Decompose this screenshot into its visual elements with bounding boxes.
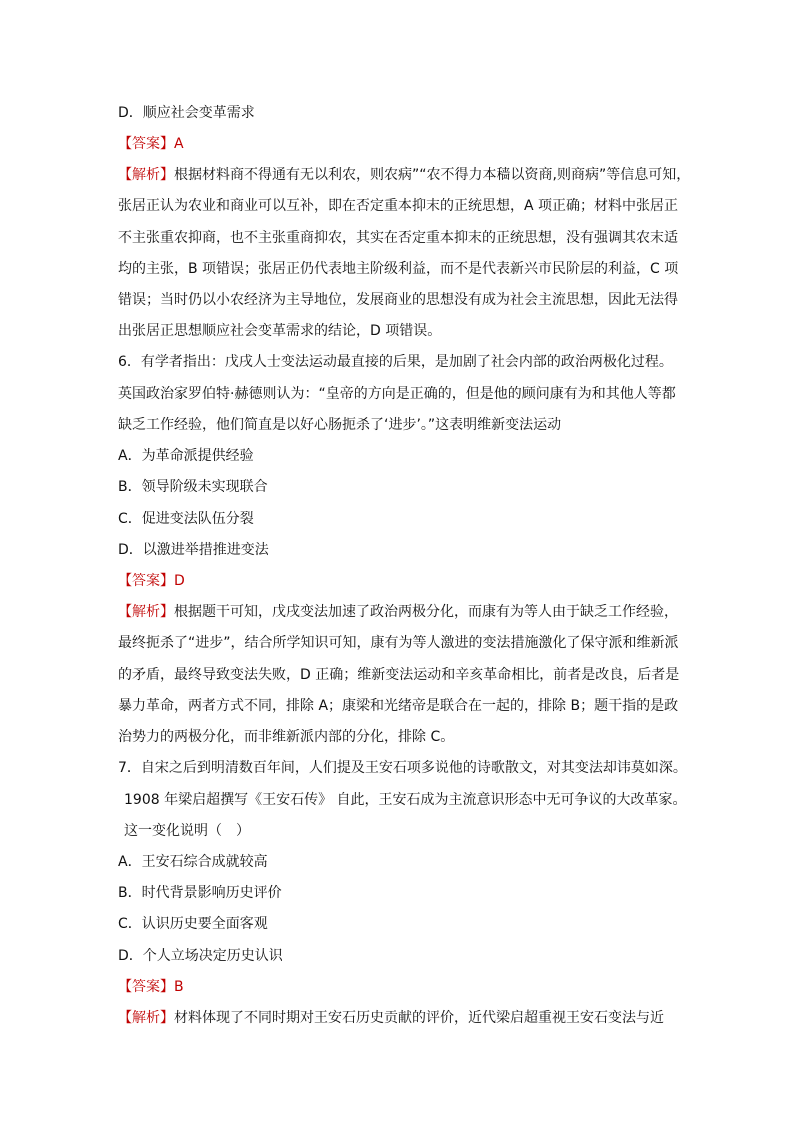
analysis-tag: 【解析】 — [118, 604, 174, 620]
text-line: 1908 年梁启超撰写《王安石传》 自此，王安石成为主流意识形态中无可争议的大改革家。 — [124, 792, 687, 808]
analysis-tag: 【解析】 — [118, 167, 174, 183]
text-line: 缺乏工作经验，他们简直是以好心肠扼杀了‘进步’。”这表明维新变法运动 — [118, 417, 562, 433]
option-line: D．顺应社会变革需求 — [118, 105, 255, 121]
answer-tag: 【答案】 — [118, 979, 174, 995]
option-line: D．个人立场决定历史认识 — [118, 948, 283, 964]
answer-line — [118, 977, 688, 997]
answer-value: D — [174, 573, 185, 589]
option-line: A．为革命派提供经验 — [118, 448, 254, 464]
answer-value: B — [174, 979, 184, 995]
text-line: 这一变化说明（ ） — [124, 823, 250, 839]
analysis-line: 【解析】材料体现了不同时期对王安石历史贡献的评价，近代梁启超重视王安石变法与近 — [118, 1010, 664, 1026]
option-line: A．王安石综合成就较高 — [118, 854, 268, 870]
text-line: 张居正认为农业和商业可以互补，即在否定重本抑末的正统思想，A 项正确；材料中张居正 — [118, 198, 679, 214]
text-line: 最终扼杀了“进步”，结合所学知识可知，康有为等人激进的变法措施激化了保守派和维新派 — [118, 635, 679, 651]
text-line: 错误；当时仍以小农经济为主导地位，发展商业的思想没有成为社会主流思想，因此无法得 — [118, 292, 678, 308]
text-line: 均的主张，B 项错误；张居正仍代表地主阶级利益，而不是代表新兴市民阶层的利益，C 项 — [118, 261, 679, 277]
question-stem: 7．自宋之后到明清数百年间，人们提及王安石项多说他的诗歌散文，对其变法却讳莫如深。 — [118, 760, 687, 776]
text-line: 英国政治家罗伯特·赫德则认为：“皇帝的方向是正确的，但是他的顾问康有为和其他人等都 — [118, 386, 676, 402]
option-line: D．以激进举措推进变法 — [118, 542, 269, 558]
answer-tag: 【答案】 — [118, 136, 174, 152]
answer-value: A — [174, 136, 184, 152]
analysis-line: 【解析】根据题干可知，戊戌变法加速了政治两极分化，而康有为等人由于缺乏工作经验， — [118, 604, 678, 620]
text-line: 的矛盾，最终导致变法失败，D 正确；维新变法运动和辛亥革命相比，前者是改良，后者是 — [118, 667, 680, 683]
answer-line — [118, 571, 688, 591]
text-line: 出张居正思想顺应社会变革需求的结论，D 项错误。 — [118, 323, 442, 339]
analysis-line: 【解析】根据材料商不得通有无以利农，则农病”“农不得力本穑以资商,则商病”等信息可知， — [118, 167, 691, 183]
analysis-tag: 【解析】 — [118, 1010, 174, 1026]
option-line: C．认识历史要全面客观 — [118, 916, 268, 932]
question-stem: 6．有学者指出：戊戌人士变法运动最直接的后果，是加剧了社会内部的政治两极化过程。 — [118, 354, 673, 370]
answer-line — [118, 134, 688, 154]
text-line: 不主张重农抑商，也不主张重商抑农，其实在否定重本抑末的正统思想，没有强调其农末适 — [118, 230, 678, 246]
text-line: 暴力革命，两者方式不同，排除 A；康梁和光绪帝是联合在一起的，排除 B；题干指的是政 — [118, 698, 679, 714]
text-line: 治势力的两极分化，而非维新派内部的分化，排除 C。 — [118, 729, 455, 745]
option-line: C．促进变法队伍分裂 — [118, 511, 254, 527]
option-line: B．时代背景影响历史评价 — [118, 885, 282, 901]
answer-tag: 【答案】 — [118, 573, 174, 589]
option-line: B．领导阶级未实现联合 — [118, 479, 268, 495]
